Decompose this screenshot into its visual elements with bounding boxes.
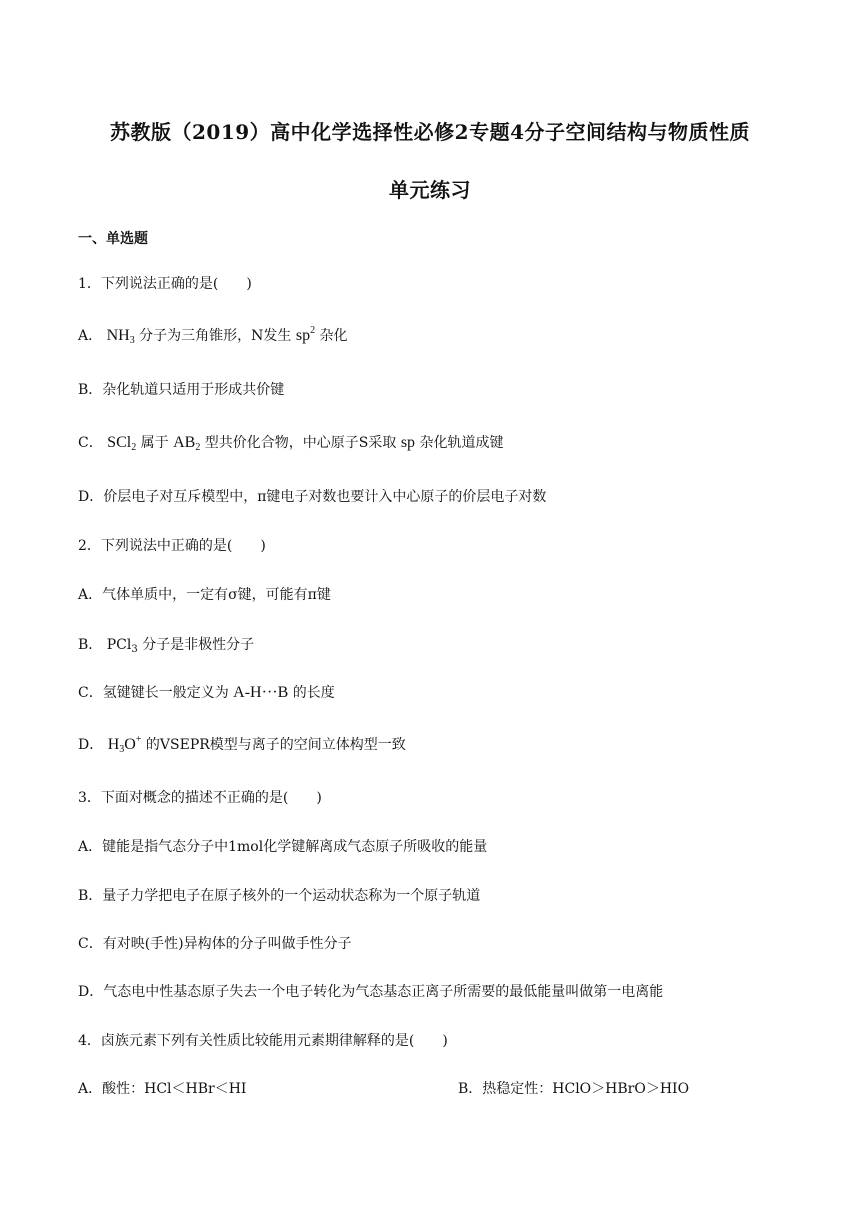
q2-option-d: [78, 734, 406, 755]
document-title-line1: 苏教版（2019）高中化学选择性必修2专题4分子空间结构与物质性质: [110, 120, 750, 144]
option-text: 分子是非极性分子: [142, 637, 255, 653]
q4-option-b: B．热稳定性：HClO＞HBrO＞HIO: [458, 1081, 690, 1097]
option-prefix: C．: [78, 435, 103, 451]
formula-ab2: $AB_2$: [173, 434, 201, 453]
document-title-line2: 单元练习: [389, 178, 471, 202]
option-text: C．氢键键长一般定义为: [78, 685, 229, 701]
formula-pcl3: PCl$_3$: [106, 637, 138, 655]
q2-stem: 2．下列说法中正确的是( ): [78, 538, 266, 554]
option-prefix: B．: [78, 637, 103, 653]
option-text: 杂化: [319, 328, 348, 344]
option-text: 分子为三角锥形，N发生: [139, 328, 292, 344]
q1-option-d: D．价层电子对互斥模型中，π键电子对数也要计入中心原子的价层电子对数: [78, 489, 547, 505]
q4-option-a: A．酸性：HCl＜HBr＜HI: [78, 1081, 247, 1097]
formula-scl2: SCl$_2$: [107, 434, 137, 453]
q3-option-d: D．气态电中性基态原子失去一个电子转化为气态基态正离子所需要的最低能量叫做第一电离能: [78, 984, 664, 1000]
option-text: 属于: [140, 435, 169, 451]
option-text: 型共价化合物，中心原子S采取: [204, 435, 397, 451]
q1-option-a: [78, 325, 348, 346]
q2-option-c: [78, 682, 335, 702]
q3-stem: 3．下面对概念的描述不正确的是( ): [78, 790, 322, 806]
option-text: 的长度: [292, 685, 335, 701]
q3-option-a: A．键能是指气态分子中1mol化学键解离成气态原子所吸收的能量: [78, 839, 488, 855]
formula-sp: sp: [400, 434, 416, 451]
q1-option-b: B．杂化轨道只适用于形成共价键: [78, 382, 285, 398]
formula-nh3: $NH_3$: [106, 327, 135, 346]
q1-stem: 1．下列说法正确的是( ): [78, 276, 252, 292]
option-text: 杂化轨道成键: [419, 435, 504, 451]
q4-stem: 4．卤族元素下列有关性质比较能用元素期律解释的是( ): [78, 1033, 448, 1049]
q4-options-row: [78, 1078, 690, 1098]
q3-option-c: C．有对映(手性)异构体的分子叫做手性分子: [78, 936, 352, 952]
q1-option-c: [78, 432, 504, 453]
option-prefix: A．: [78, 328, 103, 344]
q2-option-a: A．气体单质中，一定有σ键，可能有π键: [78, 587, 331, 603]
section-heading: 一、单选题: [78, 231, 148, 247]
option-text: 的VSEPR模型与离子的空间立体构型一致: [145, 737, 406, 753]
formula-hydrogen-bond: A-H···B: [233, 684, 289, 701]
q2-option-b: [78, 634, 254, 655]
formula-sp2: $sp^2$: [295, 325, 316, 344]
formula-h3o-plus: $H_3O^+$: [107, 734, 142, 755]
q3-option-b: B．量子力学把电子在原子核外的一个运动状态称为一个原子轨道: [78, 888, 481, 904]
option-prefix: D．: [78, 737, 104, 753]
